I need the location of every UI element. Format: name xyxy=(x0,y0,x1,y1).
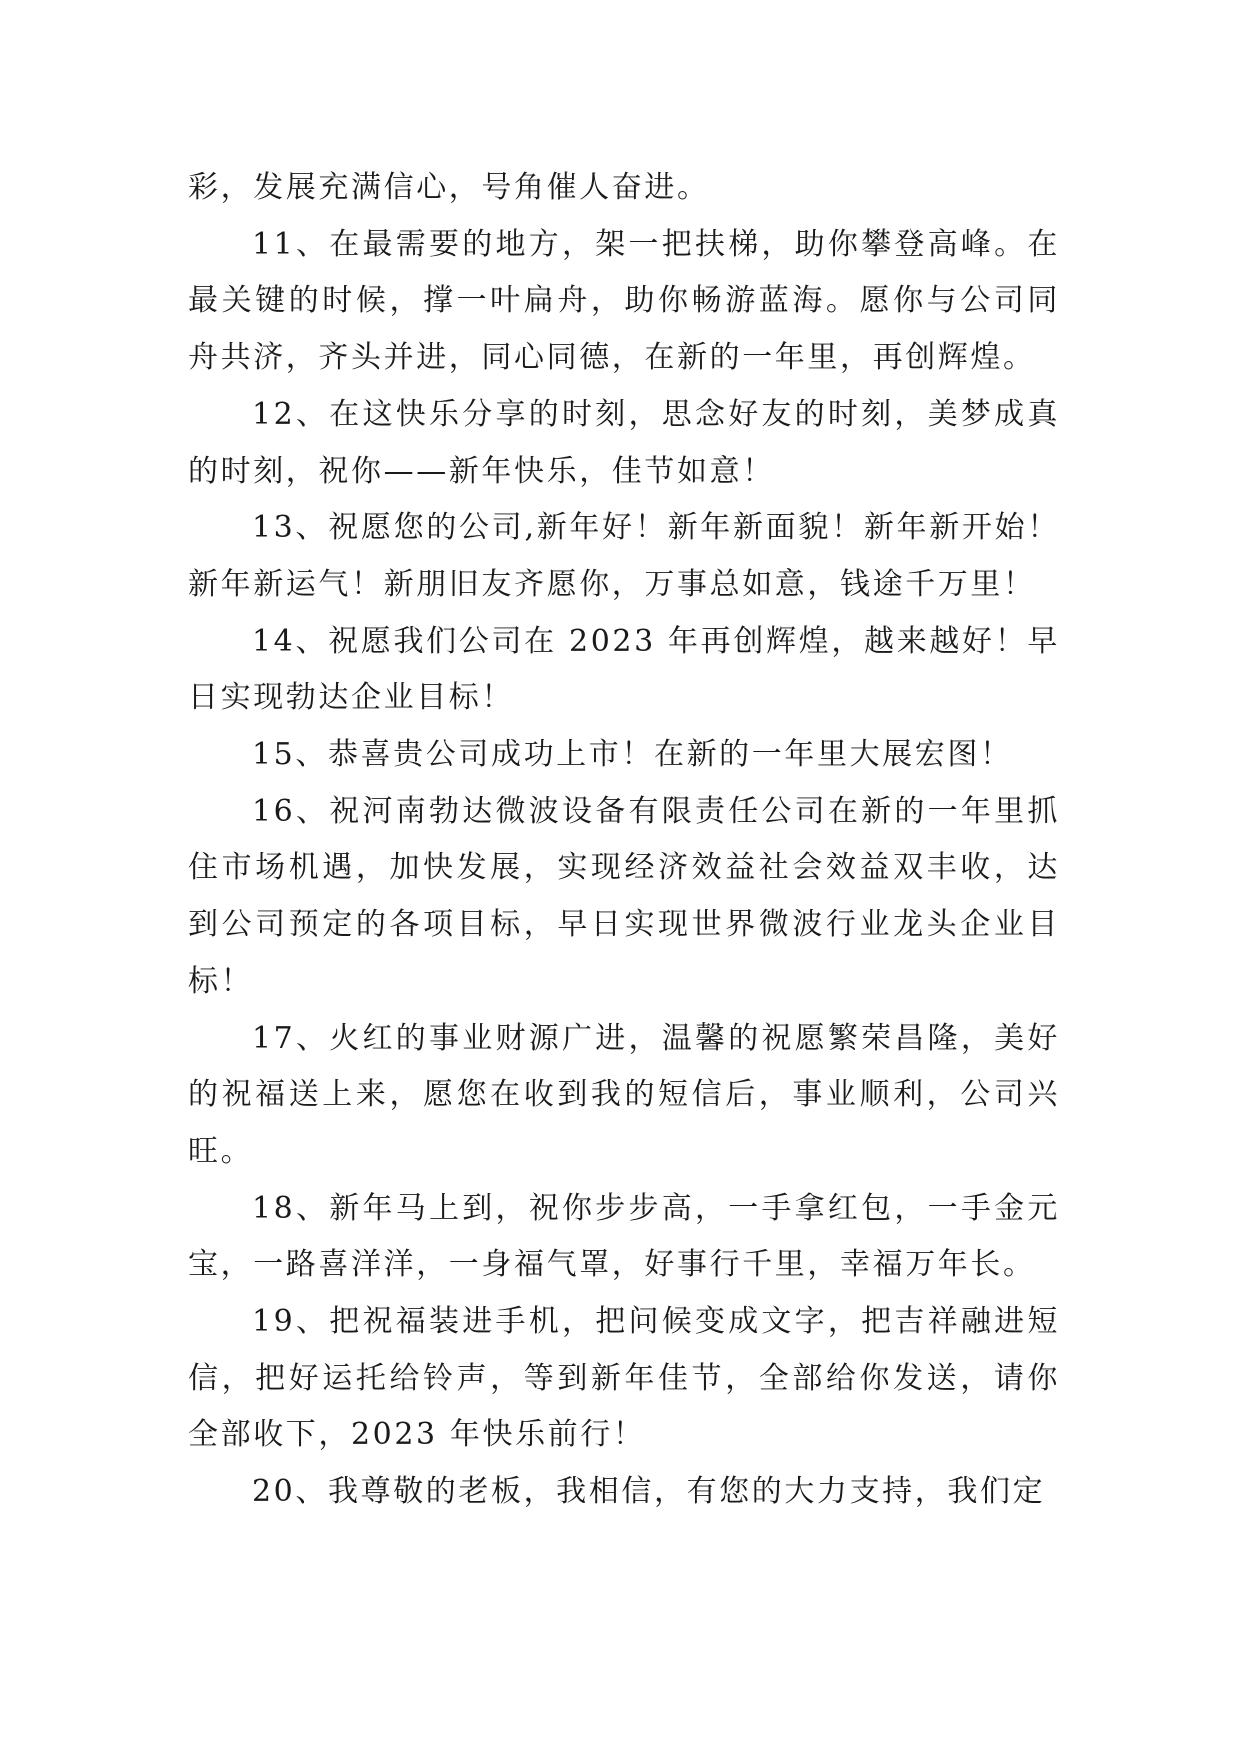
paragraph-17: 17、火红的事业财源广进，温馨的祝愿繁荣昌隆，美好的祝福送上来，愿您在收到我的短信后，事业顺利，公司兴旺。 xyxy=(188,1020,1060,1169)
paragraph-11: 11、在最需要的地方，架一把扶梯，助你攀登高峰。在最关键的时候，撑一叶扁舟，助你畅游蓝海。愿你与公司同舟共济，齐头并进，同心同德，在新的一年里，再创辉煌。 xyxy=(188,226,1060,376)
paragraph-16: 16、祝河南勃达微波设备有限责任公司在新的一年里抓住市场机遇，加快发展，实现经济效益社会效益双丰收，达到公司预定的各项目标，早日实现世界微波行业龙头企业目标！ xyxy=(188,793,1060,999)
paragraph-13: 13、祝愿您的公司,新年好！新年新面貌！新年新开始！新年新运气！新朋旧友齐愿你，万事总如意，钱途千万里！ xyxy=(188,510,1060,602)
paragraph-19: 19、把祝福装进手机，把问候变成文字，把吉祥融进短信，把好运托给铃声，等到新年佳节，全部给你发送，请你全部收下，2023 年快乐前行！ xyxy=(188,1304,1060,1453)
paragraph-continuation: 彩，发展充满信心，号角催人奋进。 xyxy=(188,170,710,205)
paragraph-18: 18、新年马上到，祝你步步高，一手拿红包，一手金元宝，一路喜洋洋，一身福气罩，好事行千里，幸福万年长。 xyxy=(188,1190,1060,1283)
paragraph-20: 20、我尊敬的老板，我相信，有您的大力支持，我们定 xyxy=(252,1474,1046,1510)
paragraph-14: 14、祝愿我们公司在 2023 年再创辉煌，越来越好！早日实现勃达企业目标！ xyxy=(188,623,1060,716)
paragraph-15: 15、恭喜贵公司成功上市！在新的一年里大展宏图！ xyxy=(252,737,1013,773)
paragraph-12: 12、在这快乐分享的时刻，思念好友的时刻，美梦成真的时刻，祝你——新年快乐，佳节如意！ xyxy=(188,396,1060,489)
document-body xyxy=(188,160,1060,1521)
